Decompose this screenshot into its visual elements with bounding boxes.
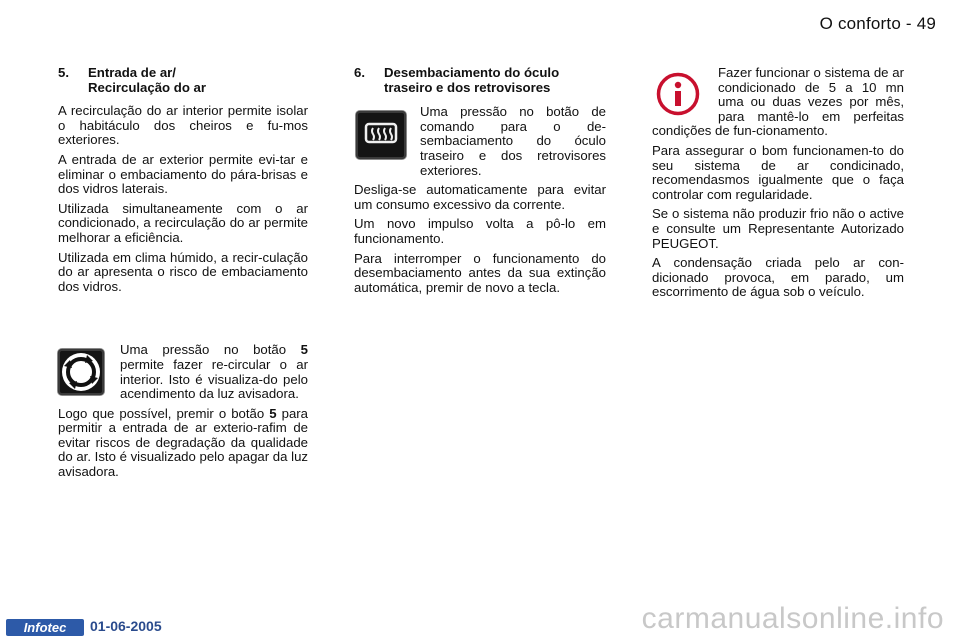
paragraph: Uma pressão no botão de comando para o de-sembaciamento do óculo traseiro e dos retrovisores exteriores. — [420, 104, 606, 178]
rear-defrost-icon — [364, 122, 398, 148]
paragraph: A entrada de ar exterior permite evi-tar e eliminar o embaciamento do pára-brisas e dos vidros laterais. — [58, 151, 308, 197]
recirc-text-rest: permite fazer re-circular o ar interior. Isto é visualiza-do pelo acendimento da luz avisadora. — [120, 356, 308, 402]
paragraph: Fazer funcionar o sistema de ar condicionado de 5 a 10 mn uma ou duas vezes por mês, para mantê-lo em perfeitas condições de fun-cionamento. — [652, 65, 904, 139]
paragraph: Um novo impulso volta a pô-lo em funcionamento. — [354, 216, 606, 246]
section-title — [384, 66, 606, 95]
outside-air-text: Logo que possível, premir o botão — [58, 405, 265, 421]
paragraph: A recirculação do ar interior permite isolar o habitáculo dos cheiros e fu-mos exteriores. — [58, 103, 308, 148]
infotec-badge: Infotec — [6, 619, 84, 636]
paragraph: Para interromper o funcionamento do desembaciamento antes da sua extinção automática, premir de novo a tecla. — [354, 250, 606, 295]
section-title-line2: traseiro e dos retrovisores — [384, 79, 551, 95]
button-number: 5 — [269, 405, 277, 421]
air-recirculation-icon — [61, 352, 101, 392]
paragraph: Utilizada em clima húmido, a recir-culação do ar apresenta o risco de embaciamento dos vidros. — [58, 249, 308, 294]
section-title — [88, 66, 308, 95]
outside-air-text-rest: para permitir a entrada de ar exterio-rafim de evitar riscos de degradação da qualidade do ar. Isto é visualizado pelo apagar da luz avisadora. — [58, 405, 309, 480]
paragraph: Utilizada simultaneamente com o ar condicionado, a recirculação do ar permite melhorar a eficiência. — [58, 200, 308, 245]
section-title-line1: Entrada de ar/ — [88, 65, 176, 80]
recirc-text: Uma pressão no botão — [120, 342, 287, 358]
recirc-block — [58, 343, 308, 479]
column-3 — [652, 66, 904, 305]
paragraph: Se o sistema não produzir frio não o active e consulte um Representante Autorizado PEUGEOT. — [652, 206, 904, 251]
section-number: 6. — [354, 65, 365, 80]
section-5-heading — [58, 66, 308, 95]
info-icon-box — [656, 72, 700, 120]
section-6-heading — [354, 66, 606, 95]
paragraph: Para assegurar o bom funcionamen-to do seu sistema de ar condicinado, recomendasmos igualmente que o faça controlar com regularidade. — [652, 142, 904, 202]
section-title-line1: Desembaciamento do óculo — [384, 65, 560, 80]
button-number: 5 — [300, 342, 308, 358]
paragraph: Desliga-se automaticamente para evitar um consumo excessivo da corrente. — [354, 182, 606, 212]
page-title: O conforto - 49 — [819, 14, 936, 33]
section-number: 5. — [58, 65, 69, 80]
column-2 — [354, 66, 606, 300]
info-warning-icon — [656, 72, 700, 116]
recirc-key — [58, 349, 104, 395]
footer-date: 01-06-2005 — [90, 618, 162, 634]
section-title-line2: Recirculação do ar — [88, 79, 207, 95]
column-1 — [58, 66, 308, 485]
paragraph: A condensação criada pelo ar con-dicionado provoca, em parado, um escorrimento de água sob o veículo. — [652, 255, 904, 300]
watermark: carmanualsonline.info — [641, 602, 944, 635]
rear-defrost-key — [356, 111, 406, 159]
